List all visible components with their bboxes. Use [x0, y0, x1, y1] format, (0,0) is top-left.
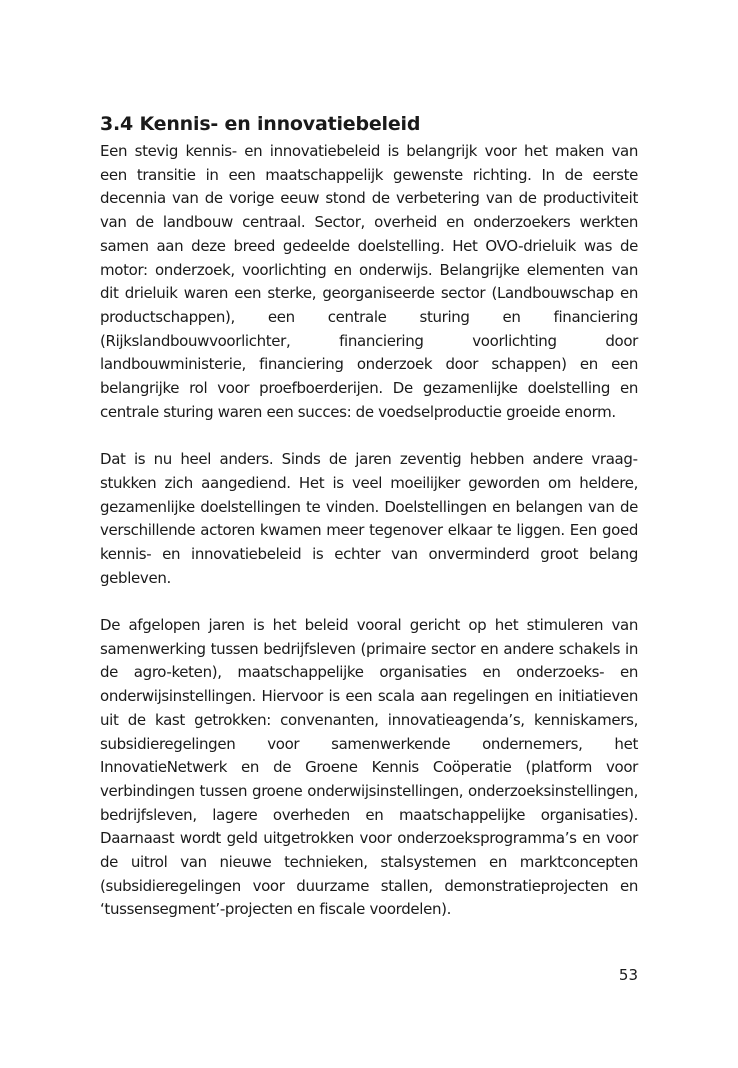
paragraph-2: Dat is nu heel anders. Sinds de jaren zeventig hebben andere vraagstukken zich aangediend. Het is veel moeilijker geworden om heldere, gezamenlijke doelstellingen te vinden. Doelstellingen en belangen van de verschillende actoren kwamen meer tegenover elkaar te liggen. Een goed kennis- en innovatiebeleid is echter van onverminderd groot belang gebleven.	[100, 450, 638, 587]
page-number: 53	[618, 966, 638, 984]
paragraph-1: Een stevig kennis- en innovatiebeleid is belangrijk voor het maken van een transitie in een maatschappelijk gewenste richting. In de eerste decennia van de vorige eeuw stond de verbetering van de productiviteit van de landbouw centraal. Sector, overheid en onderzoekers werkten samen aan deze breed gedeelde doelstelling. Het OVO-drieluik was de motor: onderzoek, voorlichting en onderwijs. Belangrijke elementen van dit drieluik waren een sterke, georganiseerde sector (Landbouwschap en productschappen), een centrale sturing en financiering (Rijkslandbouwvoorlichter, financiering voorlichting door landbouwministerie, financiering onderzoek door schappen) en een belangrijke rol voor proefboerderijen. De gezamenlijke doelstelling en centrale sturing waren een succes: de voedselproductie groeide enorm.	[100, 142, 638, 421]
paragraph-3: De afgelopen jaren is het beleid vooral gericht op het stimuleren van samenwerking tussen bedrijfsleven (primaire sector en andere schakels in de agro-keten), maatschappelijke organisaties en onderzoeks- en onderwijsinstellingen. Hiervoor is een scala aan regelingen en initiatieven uit de kast getrokken: convenanten, innovatieagenda’s, kenniskamers, subsidieregelingen voor samenwerkende ondernemers, het InnovatieNetwerk en de Groene Kennis Coöperatie (platform voor verbindingen tussen groene onderwijsinstellingen, onderzoeksinstellingen, bedrijfsleven, lagere overheden en maatschappelijke organisaties). Daarnaast wordt geld uitgetrokken voor onderzoeksprogramma’s en voor de uitrol van nieuwe technieken, stalsystemen en marktconcepten (subsidieregelingen voor duurzame stallen, demonstratieprojecten en ‘tussensegment’-projecten en fiscale voordelen).	[100, 616, 638, 919]
page-body	[100, 112, 638, 922]
section-heading: 3.4 Kennis- en innovatiebeleid	[100, 113, 421, 135]
